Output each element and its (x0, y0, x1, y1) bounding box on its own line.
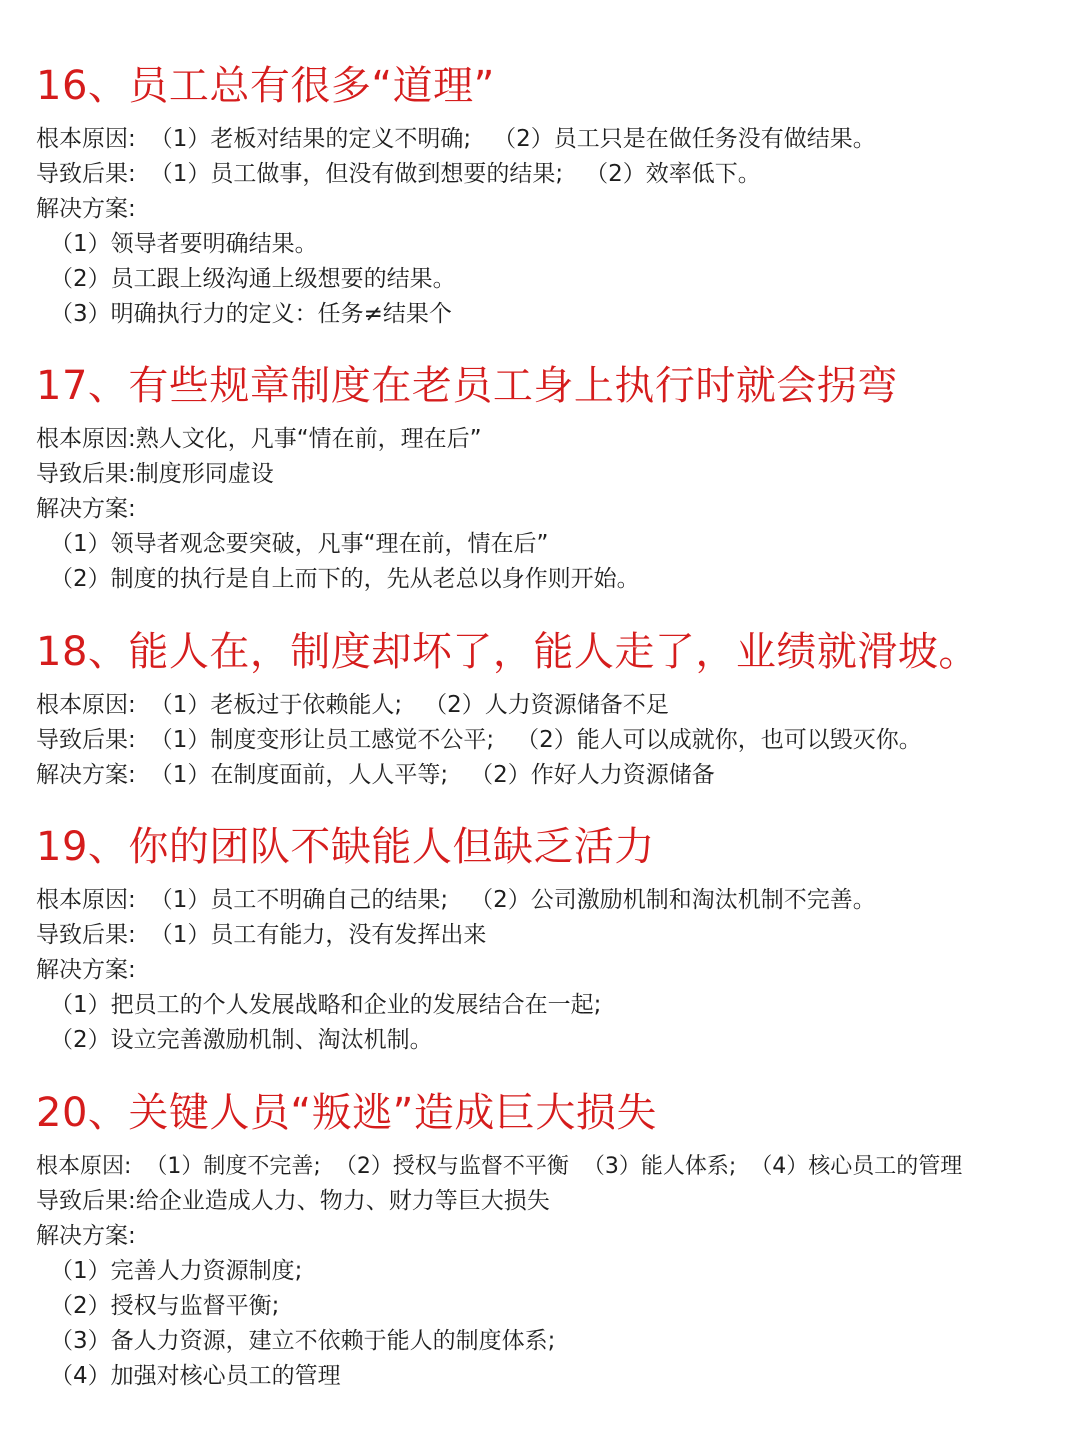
root-cause-item: （4）核心员工的管理 (750, 1154, 963, 1179)
root-cause-item: （3）能人体系; (582, 1154, 737, 1179)
consequence-label: 导致后果: (36, 1188, 136, 1214)
consequence-line (36, 457, 1056, 492)
solution-item: （2）作好人力资源储备 (470, 762, 715, 788)
solution-item: （2）制度的执行是自上而下的，先从老总以身作则开始。 (50, 566, 640, 592)
root-cause-line (36, 883, 1056, 918)
consequence-line (36, 723, 1056, 758)
section-title: 17、有些规章制度在老员工身上执行时就会拐弯 (36, 363, 898, 409)
root-cause-label: 根本原因: (36, 426, 136, 452)
root-cause-item: （1）制度不完善; (145, 1154, 321, 1179)
section-title: 16、员工总有很多“道理” (36, 63, 495, 109)
solution-label: 解决方案: (36, 496, 136, 522)
section-title: 19、你的团队不缺能人但缺乏活力 (36, 824, 655, 870)
solution-item: （1）在制度面前，人人平等; (149, 762, 449, 788)
consequence-item: （2）能人可以成就你，也可以毁灭你。 (516, 727, 922, 753)
consequence-item: （1）员工做事，但没有做到想要的结果; (149, 161, 564, 187)
root-cause-item: （1）老板对结果的定义不明确; (149, 126, 472, 152)
solution-item: （3）明确执行力的定义：任务≠结果个 (50, 301, 452, 327)
solution-item: （2）设立完善激励机制、淘汰机制。 (50, 1027, 433, 1053)
solution-label: 解决方案: (36, 196, 136, 222)
solution-item: （1）领导者观念要突破，凡事“理在前，情在后” (50, 531, 549, 557)
section-title: 18、能人在，制度却坏了，能人走了，业绩就滑坡。 (36, 629, 979, 675)
root-cause-item: 熟人文化，凡事“情在前，理在后” (135, 426, 482, 452)
consequence-line (36, 918, 1056, 953)
root-cause-item: （2）授权与监督不平衡 (334, 1154, 569, 1179)
root-cause-line (36, 688, 1056, 723)
consequence-label: 导致后果: (36, 161, 136, 187)
consequence-item: 给企业造成人力、物力、财力等巨大损失 (135, 1188, 550, 1214)
root-cause-item: （1）员工不明确自己的结果; (149, 887, 449, 913)
root-cause-item: （2）人力资源储备不足 (424, 692, 669, 718)
consequence-item: （1）制度变形让员工感觉不公平; (149, 727, 495, 753)
solution-item: （2）授权与监督平衡; (50, 1293, 280, 1319)
section-20 (36, 1089, 1056, 1394)
consequence-item: （2）效率低下。 (585, 161, 761, 187)
root-cause-label: 根本原因: (36, 1154, 132, 1179)
root-cause-item: （1）老板过于依赖能人; (149, 692, 403, 718)
solution-item: （2）员工跟上级沟通上级想要的结果。 (50, 266, 456, 292)
section-19 (36, 823, 1056, 1058)
section-16 (36, 62, 1056, 332)
consequence-item: 制度形同虚设 (135, 461, 274, 487)
consequence-line (36, 1184, 1056, 1219)
solution-label: 解决方案: (36, 1223, 136, 1249)
root-cause-label: 根本原因: (36, 692, 136, 718)
consequence-label: 导致后果: (36, 922, 136, 948)
section-18 (36, 628, 1056, 793)
solution-item: （3）备人力资源，建立不依赖于能人的制度体系; (50, 1328, 556, 1354)
root-cause-item: （2）员工只是在做任务没有做结果。 (493, 126, 876, 152)
solution-line (36, 758, 1056, 793)
section-17 (36, 362, 1056, 597)
root-cause-label: 根本原因: (36, 126, 136, 152)
solution-item: （1）把员工的个人发展战略和企业的发展结合在一起; (50, 992, 602, 1018)
section-title: 20、关键人员“叛逃”造成巨大损失 (36, 1090, 657, 1136)
solution-item: （1）完善人力资源制度; (50, 1258, 303, 1284)
consequence-line (36, 157, 1056, 192)
root-cause-line (36, 122, 1056, 157)
root-cause-line (36, 1149, 1056, 1184)
consequence-item: （1）员工有能力，没有发挥出来 (149, 922, 487, 948)
solution-label: 解决方案: (36, 957, 136, 983)
consequence-label: 导致后果: (36, 727, 136, 753)
root-cause-label: 根本原因: (36, 887, 136, 913)
solution-item: （1）领导者要明确结果。 (50, 231, 318, 257)
solution-item: （4）加强对核心员工的管理 (50, 1363, 341, 1389)
root-cause-item: （2）公司激励机制和淘汰机制不完善。 (470, 887, 876, 913)
root-cause-line (36, 422, 1056, 457)
consequence-label: 导致后果: (36, 461, 136, 487)
solution-label: 解决方案: (36, 762, 136, 788)
